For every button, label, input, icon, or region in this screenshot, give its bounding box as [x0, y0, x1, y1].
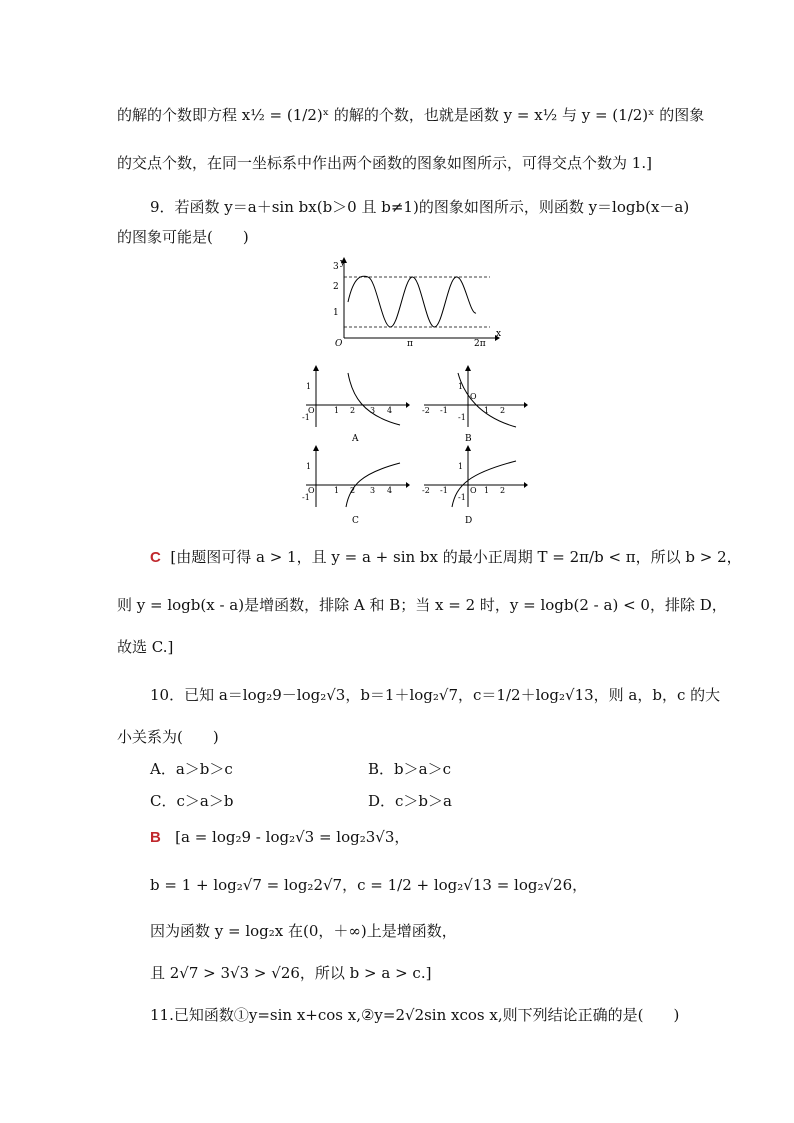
b-x-neg2: -2: [422, 406, 430, 415]
a-x-1: 1: [334, 406, 340, 415]
c-x-o: O: [308, 486, 315, 495]
d-x-o: O: [470, 486, 477, 495]
option-10-c: C．c＞a＞b: [150, 792, 234, 810]
answer-10-line-4: 且 2√7 > 3√3 > √26，所以 b > a > c.]: [150, 964, 432, 982]
option-b-label: B: [465, 434, 472, 444]
b-x-neg1: -1: [440, 406, 448, 415]
answer-9-letter: C: [150, 549, 161, 566]
main-y-tick-3: 3: [333, 262, 339, 272]
question-9-line-1: 9．若函数 y＝a＋sin bx(b＞0 且 b≠1)的图象如图所示，则函数 y＝logb(x－a): [150, 198, 690, 216]
a-x-o: O: [308, 406, 315, 415]
option-b-graph: [420, 365, 530, 445]
d-x-2: 2: [500, 486, 506, 495]
d-x-1: 1: [484, 486, 490, 495]
option-d-graph: [420, 445, 530, 527]
option-10-a: A．a＞b＞c: [150, 760, 233, 778]
option-a-label: A: [352, 434, 359, 444]
b-y-tick-neg: -1: [458, 413, 466, 422]
a-x-3: 3: [370, 406, 376, 415]
option-a-graph: [302, 365, 412, 445]
b-x-2: 2: [500, 406, 506, 415]
main-y-tick-1: 1: [333, 308, 339, 318]
answer-10-letter: B: [150, 829, 161, 846]
b-y-tick: 1: [458, 382, 464, 391]
main-sine-graph: [330, 255, 500, 347]
main-y-label: y: [340, 258, 346, 268]
d-x-neg2: -2: [422, 486, 430, 495]
main-x-tick-o: O: [335, 339, 343, 349]
d-y-tick: 1: [458, 462, 464, 471]
a-y-tick: 1: [306, 382, 312, 391]
question-10-line-2: 小关系为( ): [117, 728, 219, 746]
answer-9-line-3: 故选 C.]: [117, 638, 174, 656]
option-10-d: D．c＞b＞a: [368, 792, 452, 810]
option-d-label: D: [465, 516, 473, 526]
a-x-4: 4: [387, 406, 393, 415]
c-x-4: 4: [387, 486, 393, 495]
solution-line-1: 的解的个数即方程 x½ = (1/2)ˣ 的解的个数，也就是函数 y = x½ 与 y = (1/2)ˣ 的图象: [117, 106, 705, 124]
b-x-1: 1: [484, 406, 490, 415]
answer-9-line: [150, 546, 742, 569]
c-y-tick: 1: [306, 462, 312, 471]
c-x-3: 3: [370, 486, 376, 495]
option-c-graph: [302, 445, 412, 527]
d-y-tick-neg: -1: [458, 493, 466, 502]
main-y-tick-2: 2: [333, 282, 339, 292]
answer-10-line-2: b = 1 + log₂√7 = log₂2√7，c = 1/2 + log₂√13 = log₂√26，: [150, 876, 588, 894]
answer-10-line: [150, 826, 409, 849]
c-y-tick-neg: -1: [302, 493, 310, 502]
c-x-2: 2: [350, 486, 356, 495]
answer-10-text: [a = log₂9 - log₂√3 = log₂3√3，: [175, 828, 410, 846]
b-x-o: O: [470, 392, 477, 401]
answer-9-text: [由题图可得 a > 1，且 y = a + sin bx 的最小正周期 T = 2π/b < π，所以 b > 2，: [170, 548, 742, 566]
a-x-2: 2: [350, 406, 356, 415]
question-9-line-2: 的图象可能是( ): [117, 228, 249, 246]
a-y-tick-neg: -1: [302, 413, 310, 422]
question-10-line-1: 10．已知 a＝log₂9－log₂√3，b＝1＋log₂√7，c＝1/2＋log₂√13，则 a，b，c 的大: [150, 686, 721, 704]
main-x-tick-2pi: 2π: [474, 339, 486, 349]
answer-9-line-2: 则 y = logb(x - a)是增函数，排除 A 和 B；当 x = 2 时，y = logb(2 - a) < 0，排除 D，: [117, 596, 727, 614]
c-x-1: 1: [334, 486, 340, 495]
d-x-neg1: -1: [440, 486, 448, 495]
solution-line-2: 的交点个数，在同一坐标系中作出两个函数的图象如图所示，可得交点个数为 1.]: [117, 154, 652, 172]
option-10-b: B．b＞a＞c: [368, 760, 451, 778]
main-x-label: x: [496, 329, 502, 339]
main-x-tick-pi: π: [407, 339, 413, 349]
question-11-line: 11.已知函数①y=sin x+cos x,②y=2√2sin xcos x,则下列结论正确的是( ): [150, 1006, 680, 1024]
answer-10-line-3: 因为函数 y = log₂x 在(0，＋∞)上是增函数，: [150, 922, 457, 940]
option-c-label: C: [352, 516, 359, 526]
